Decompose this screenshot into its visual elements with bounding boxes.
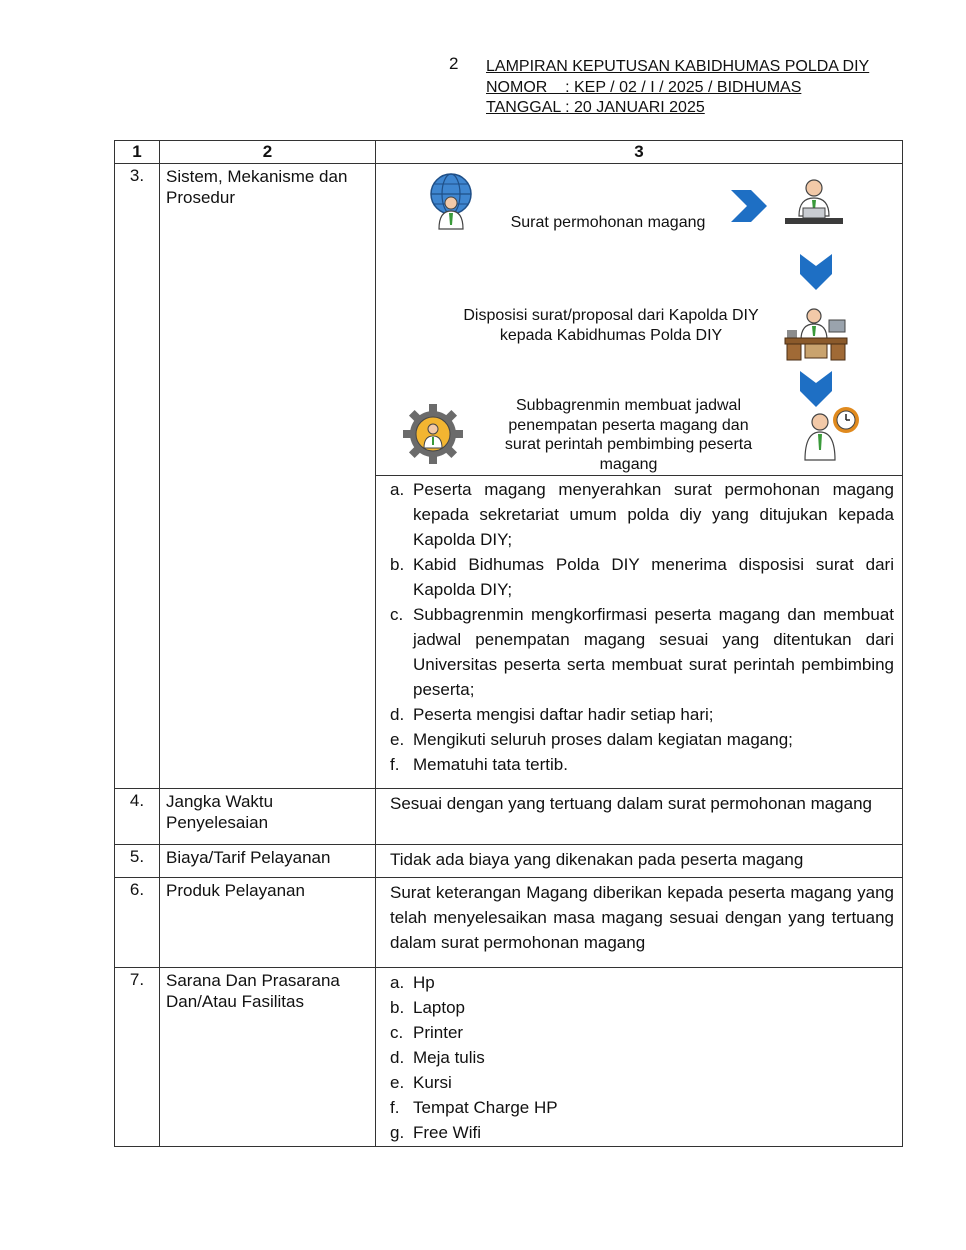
list-text: Subbagrenmin mengkorfirmasi peserta magang dan membuat jadwal penempatan magang sesuai yang ditentukan dari Universitas peserta serta membuat surat perintah pembimbing peserta; xyxy=(413,605,894,699)
list-text: Meja tulis xyxy=(413,1048,485,1067)
list-item xyxy=(390,702,894,727)
list-text: Peserta magang menyerahkan surat permohonan magang kepada sekretariat umum polda diy yang ditujukan kepada Kapolda DIY; xyxy=(413,480,894,549)
flow-step-3-text xyxy=(486,396,771,474)
facility-list-cell xyxy=(376,968,903,1147)
table-row xyxy=(115,164,903,476)
flow-step-2-line: kepada Kabidhumas Polda DIY xyxy=(499,326,723,344)
list-marker: e. xyxy=(390,1073,405,1092)
row-number: 4. xyxy=(115,789,160,845)
chevron-right-icon xyxy=(729,188,769,224)
row-description: Tidak ada biaya yang dikenakan pada peserta magang xyxy=(376,845,903,878)
row-item: Biaya/Tarif Pelayanan xyxy=(160,845,376,878)
table-row xyxy=(115,789,903,845)
list-text: Mengikuti seluruh proses dalam kegiatan magang; xyxy=(413,730,793,749)
row-description: Surat keterangan Magang diberikan kepada peserta magang yang telah menyelesaikan masa magang sesuai dengan yang tertuang dalam surat permohonan magang xyxy=(376,878,903,968)
list-marker: b. xyxy=(390,555,405,574)
list-text: Kabid Bidhumas Polda DIY menerima disposisi surat dari Kapolda DIY; xyxy=(413,555,894,599)
person-at-laptop-icon xyxy=(783,178,845,228)
row-item: Sarana Dan Prasarana Dan/Atau Fasilitas xyxy=(160,968,376,1147)
list-item xyxy=(390,1045,894,1070)
row-number: 6. xyxy=(115,878,160,968)
list-marker: a. xyxy=(390,480,405,499)
list-marker: g. xyxy=(390,1123,405,1142)
facility-list xyxy=(390,970,894,1145)
flow-step-3-line: magang xyxy=(599,455,658,473)
list-item xyxy=(390,477,894,552)
chevron-down-icon xyxy=(798,252,834,292)
list-text: Hp xyxy=(413,973,435,992)
list-text: Peserta mengisi daftar hadir setiap hari; xyxy=(413,705,714,724)
row-item: Jangka Waktu Penyelesaian xyxy=(160,789,376,845)
list-item xyxy=(390,970,894,995)
list-text: Free Wifi xyxy=(413,1123,481,1142)
list-marker: f. xyxy=(390,755,400,774)
page-number: 2 xyxy=(449,54,459,73)
list-item xyxy=(390,1120,894,1145)
flow-diagram-cell xyxy=(376,164,903,476)
list-item xyxy=(390,752,894,777)
list-text: Mematuhi tata tertib. xyxy=(413,755,568,774)
list-text: Printer xyxy=(413,1023,464,1042)
procedure-list-cell xyxy=(376,476,903,789)
list-text: Tempat Charge HP xyxy=(413,1098,558,1117)
gear-person-icon xyxy=(401,402,465,466)
flow-step-3-line: penempatan peserta magang dan xyxy=(508,416,749,434)
list-item xyxy=(390,1070,894,1095)
row-number: 3. xyxy=(115,164,160,789)
document-header xyxy=(486,57,869,119)
flow-step-2-text xyxy=(426,306,796,345)
row-item: Sistem, Mekanisme dan Prosedur xyxy=(160,164,376,789)
list-item xyxy=(390,1020,894,1045)
row-number: 5. xyxy=(115,845,160,878)
globe-person-icon xyxy=(428,173,474,231)
header-tanggal: TANGGAL : 20 JANUARI 2025 xyxy=(486,99,705,116)
table-row xyxy=(115,968,903,1147)
list-item xyxy=(390,727,894,752)
header-nomor: NOMOR : KEP / 02 / I / 2025 / BIDHUMAS xyxy=(486,78,802,96)
list-item xyxy=(390,1095,894,1120)
flow-step-2-line: Disposisi surat/proposal dari Kapolda DIY xyxy=(463,307,759,324)
person-clock-gear-icon xyxy=(802,404,864,462)
row-description: Sesuai dengan yang tertuang dalam surat permohonan magang xyxy=(376,789,903,845)
chevron-down-icon xyxy=(798,369,834,409)
column-header: 1 xyxy=(115,141,160,164)
table-header-row xyxy=(115,141,903,164)
list-marker: e. xyxy=(390,730,405,749)
flow-step-3-line: surat perintah pembimbing peserta xyxy=(504,436,753,453)
service-standard-table xyxy=(114,140,903,1147)
procedure-list xyxy=(390,477,894,777)
table-row xyxy=(115,878,903,968)
list-marker: f. xyxy=(390,1098,400,1117)
list-text: Kursi xyxy=(413,1073,452,1092)
table-row xyxy=(115,845,903,878)
list-item xyxy=(390,552,894,602)
list-marker: c. xyxy=(390,1023,404,1042)
list-marker: d. xyxy=(390,1048,405,1067)
flow-step-3-line: Subbagrenmin membuat jadwal xyxy=(515,397,741,414)
column-header: 3 xyxy=(376,141,903,164)
list-marker: c. xyxy=(390,605,404,624)
list-item xyxy=(390,602,894,702)
list-text: Laptop xyxy=(413,998,465,1017)
list-item xyxy=(390,995,894,1020)
flow-step-1-text: Surat permohonan magang xyxy=(510,214,706,231)
list-marker: a. xyxy=(390,973,405,992)
flow-diagram xyxy=(376,164,902,475)
list-marker: b. xyxy=(390,998,405,1017)
row-item: Produk Pelayanan xyxy=(160,878,376,968)
column-header: 2 xyxy=(160,141,376,164)
list-marker: d. xyxy=(390,705,405,724)
header-title: LAMPIRAN KEPUTUSAN KABIDHUMAS POLDA DIY xyxy=(486,58,870,75)
person-at-desk-icon xyxy=(783,306,849,362)
row-number: 7. xyxy=(115,968,160,1147)
